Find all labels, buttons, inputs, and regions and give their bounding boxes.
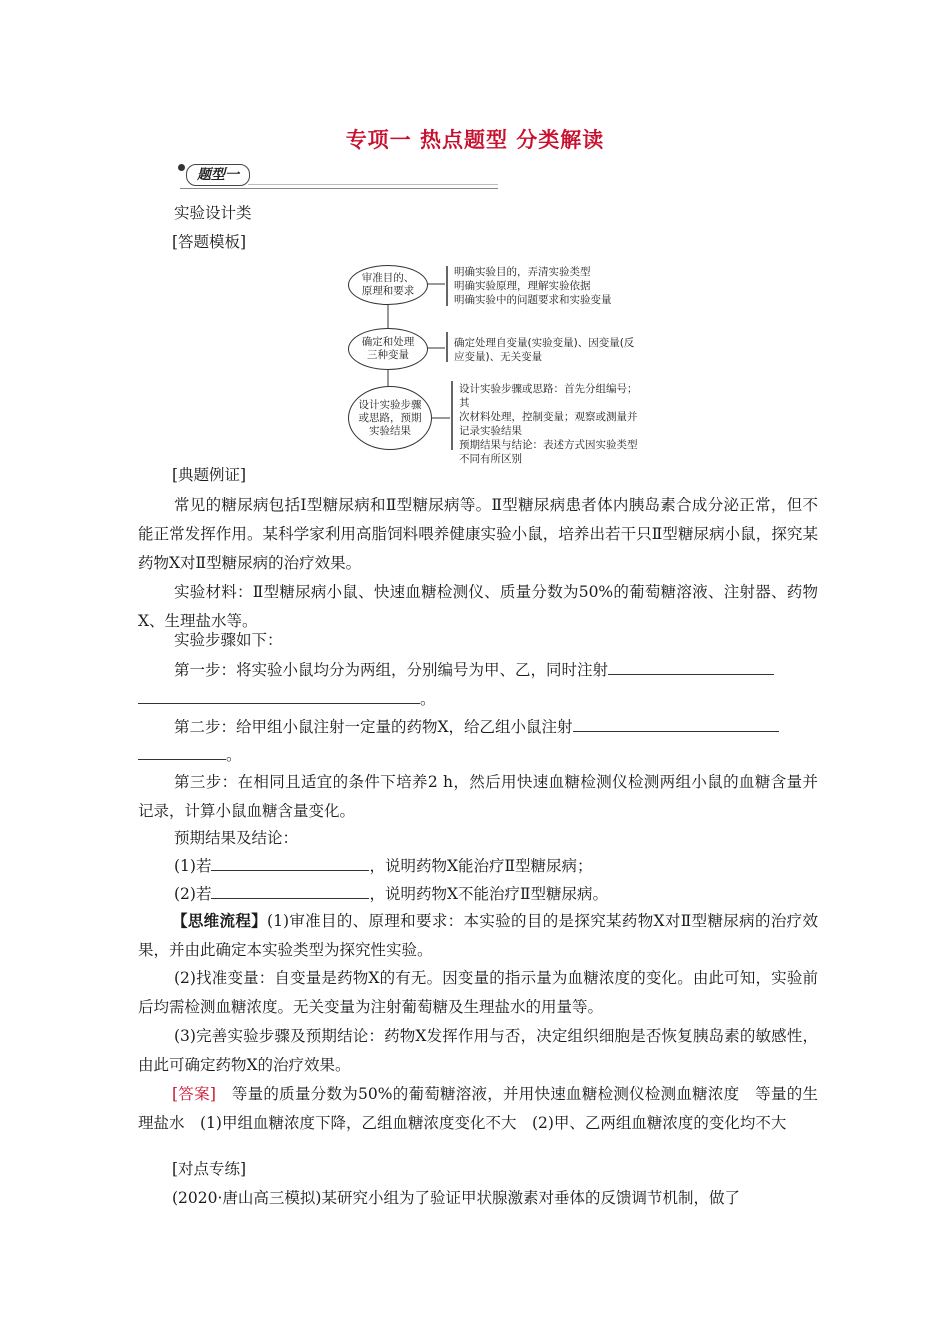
flow-desc-line: 不同有所区别 [459, 453, 522, 465]
think-paragraph-3: (3)完善实验步骤及预期结论：药物X发挥作用与否，决定组织细胞是否恢复胰岛素的敏感性，由此可确定药物X的治疗效果。 [138, 1027, 818, 1074]
flow-desc-line: 次材料处理，控制变量；观察或测量并 [459, 411, 638, 423]
answer-blank[interactable] [608, 659, 774, 675]
divider [180, 188, 498, 189]
flow-desc-line: 记录实验结果 [459, 425, 522, 437]
result-2 [174, 882, 608, 906]
answer-blank[interactable] [211, 855, 369, 871]
predict-label: 预期结果及结论： [174, 829, 299, 847]
think-paragraph-1 [138, 906, 818, 965]
flow-node-1 [348, 265, 428, 305]
step1-line2 [138, 687, 436, 711]
result-2-pre: (2)若 [174, 885, 212, 903]
flow-desc-line: 预期结果与结论：表述方式因实验类型 [459, 439, 638, 451]
flow-desc-line: 明确实验中的问题要求和实验变量 [454, 294, 612, 306]
badge-label: 题型一 [186, 164, 250, 186]
flow-desc-line: 明确实验原理，理解实验依据 [454, 280, 591, 292]
answer-blank[interactable] [573, 716, 779, 732]
flow-node-label: 实验结果 [369, 424, 411, 437]
flowchart [340, 258, 650, 465]
answer-blank[interactable] [138, 744, 226, 760]
materials-paragraph: 实验材料：Ⅱ型糖尿病小鼠、快速血糖检测仪、质量分数为50%的葡萄糖溶液、注射器、药物X、生理盐水等。 [138, 583, 818, 630]
flow-node-label: 或思路，预期 [358, 411, 422, 424]
template-label: [答题模板] [172, 233, 247, 251]
flow-desc-1 [450, 263, 616, 309]
intro-paragraph: 常见的糖尿病包括Ⅰ型糖尿病和Ⅱ型糖尿病等。Ⅱ型糖尿病患者体内胰岛素合成分泌正常，但不能正常发挥作用。某科学家利用高脂饲料喂养健康实验小鼠，培养出若干只Ⅱ型糖尿病小鼠，探究某药物X对Ⅱ型糖尿病的治疗效果。 [138, 496, 818, 572]
flow-desc-line: 应变量)、无关变量 [454, 351, 543, 363]
answer-blank[interactable] [138, 688, 420, 704]
flow-node-label: 设计实验步骤 [358, 398, 422, 411]
answer-blank[interactable] [211, 883, 369, 899]
page-title: 专项一 热点题型 分类解读 [345, 127, 605, 152]
steps-intro: 实验步骤如下： [174, 631, 283, 649]
flow-node-label: 审准目的、 [361, 272, 415, 284]
result-2-post: ，说明药物X不能治疗Ⅱ型糖尿病。 [369, 885, 609, 903]
think-text-1: (1)审准目的、原理和要求：本实验的目的是探究某药物X对Ⅱ型糖尿病的治疗效果，并由此确定本实验类型为探究性实验。 [138, 912, 818, 959]
section-badge [172, 160, 502, 192]
flow-node-label: 原理和要求 [361, 285, 415, 297]
step1-text: 第一步：将实验小鼠均分为两组，分别编号为甲、乙，同时注射 [174, 661, 609, 679]
section-heading: 实验设计类 [174, 204, 252, 222]
answer-label: [答案] [172, 1085, 216, 1103]
result-1-post: ，说明药物X能治疗Ⅱ型糖尿病； [369, 857, 593, 875]
result-1-pre: (1)若 [174, 857, 212, 875]
flow-node-label: 三种变量 [367, 349, 409, 361]
flow-desc-line: 明确实验目的，弄清实验类型 [454, 266, 591, 278]
flow-desc-line: 确定处理自变量(实验变量)、因变量(反 [454, 337, 635, 349]
step2-text: 第二步：给甲组小鼠注射一定量的药物X，给乙组小鼠注射 [174, 718, 573, 736]
practice-label: [对点专练] [172, 1160, 247, 1178]
step2-line2 [138, 743, 242, 767]
step1-line [174, 658, 774, 682]
answer-paragraph [138, 1080, 818, 1138]
step2-end: 。 [226, 746, 242, 764]
result-1 [174, 854, 593, 878]
badge-dot-icon [178, 164, 185, 171]
think-paragraph-2: (2)找准变量：自变量是药物X的有无。因变量的指示量为血糖浓度的变化。由此可知，实验前后均需检测血糖浓度。无关变量为注射葡萄糖及生理盐水的用量等。 [138, 969, 818, 1016]
step2-line [174, 715, 779, 739]
flow-node-3 [348, 386, 432, 450]
practice-text: (2020·唐山高三模拟)某研究小组为了验证甲状腺激素对垂体的反馈调节机制，做了 [172, 1189, 740, 1207]
flow-node-2 [348, 328, 428, 370]
flow-desc-line: 设计实验步骤或思路：首先分组编号；其 [459, 383, 638, 409]
example-label: [典题例证] [172, 466, 247, 484]
think-label: 【思维流程】 [172, 911, 268, 930]
flow-node-label: 确定和处理 [361, 336, 415, 348]
step1-end: 。 [420, 690, 436, 708]
flow-desc-2 [450, 334, 638, 366]
divider [248, 184, 498, 185]
step3-paragraph: 第三步：在相同且适宜的条件下培养2 h，然后用快速血糖检测仪检测两组小鼠的血糖含量并记录，计算小鼠血糖含量变化。 [138, 773, 818, 820]
answer-text: 等量的质量分数为50%的葡萄糖溶液，并用快速血糖检测仪检测血糖浓度 等量的生理盐水 (1)甲组血糖浓度下降，乙组血糖浓度变化不大 (2)甲、乙两组血糖浓度的变化均不大 [138, 1085, 818, 1132]
flow-desc-3 [455, 380, 650, 468]
